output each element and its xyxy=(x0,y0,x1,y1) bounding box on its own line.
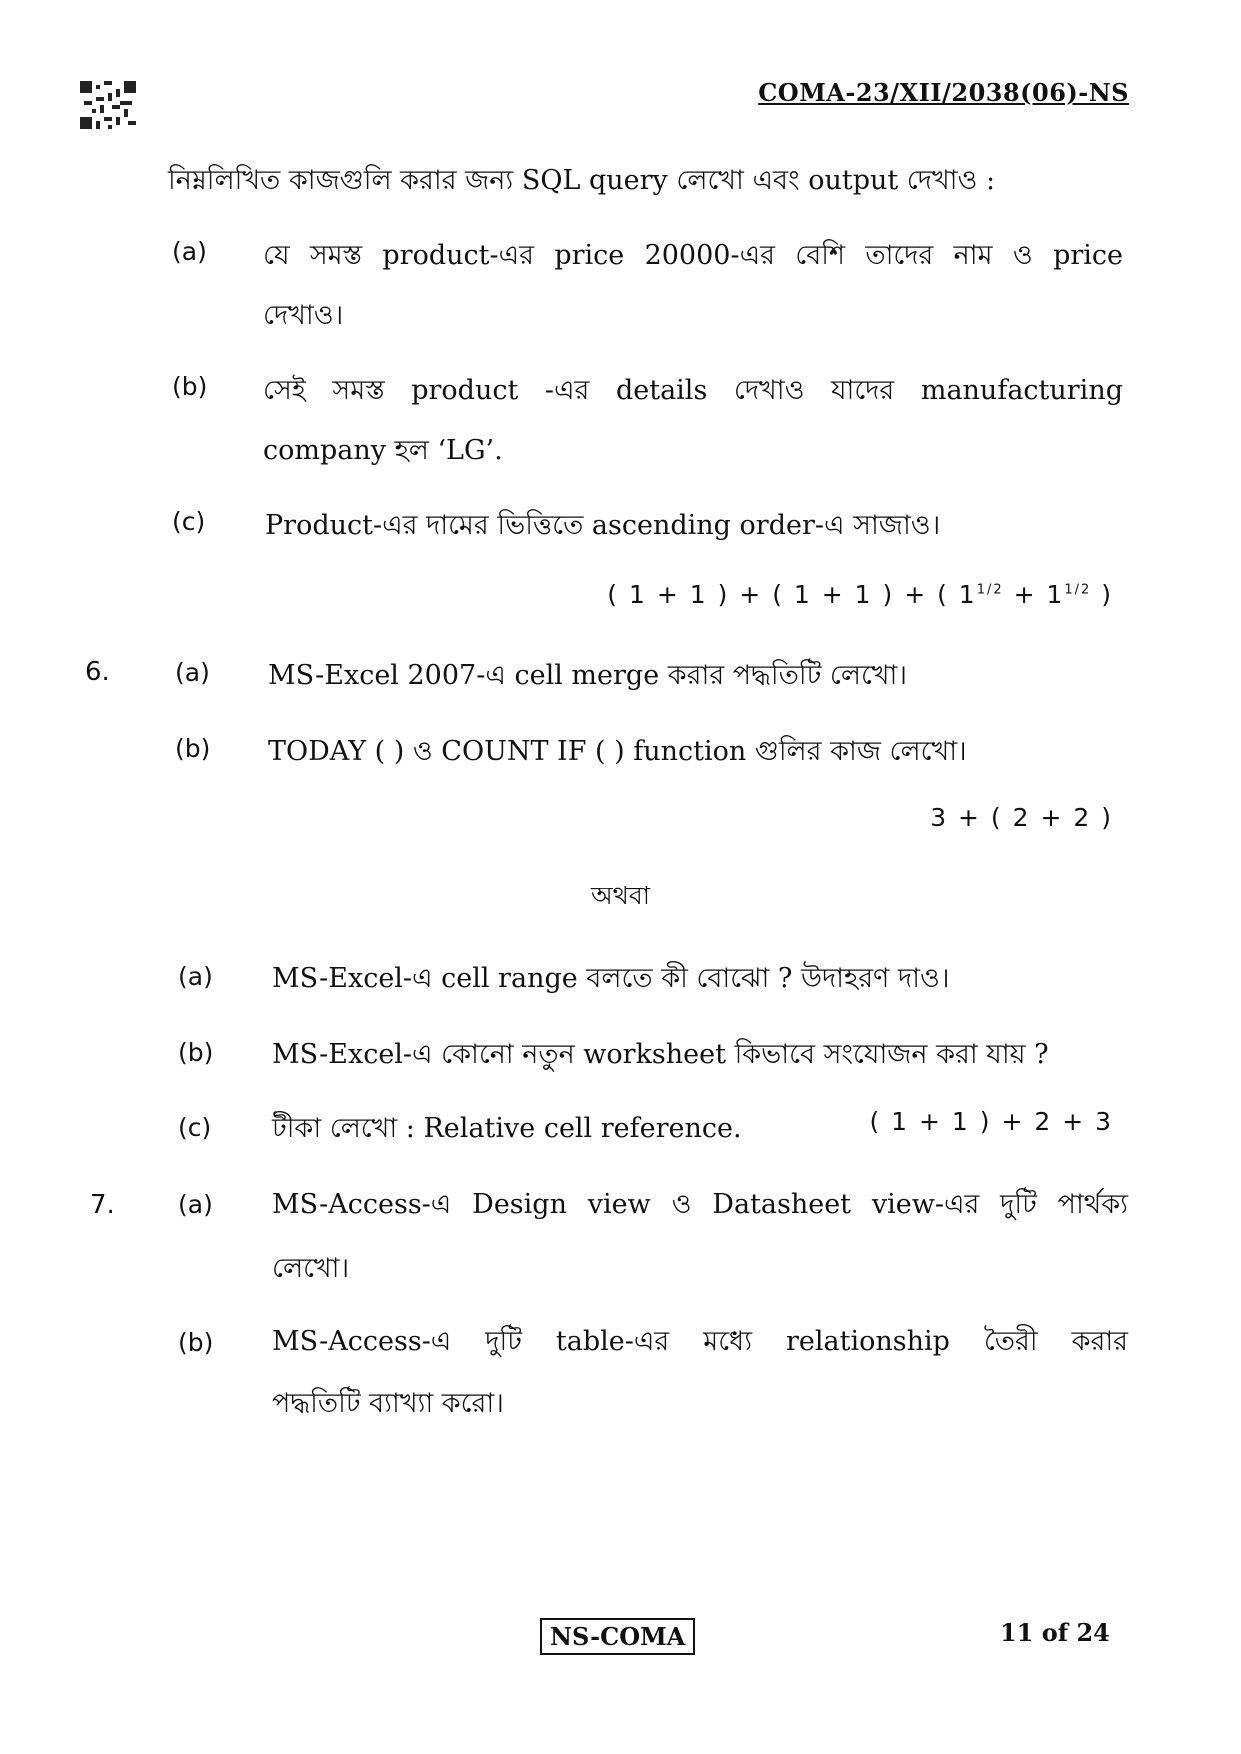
q6b-text: TODAY ( ) ও COUNT IF ( ) function গুলির কাজ লেখো। xyxy=(268,736,967,767)
q7a-text-line1: MS-Access-এ Design view ও Datasheet view-এর দুটি পার্থক্য xyxy=(272,1189,1128,1220)
q7-number: 7. xyxy=(90,1190,115,1220)
q5-marks: ( 1 + 1 ) + ( 1 + 1 ) + ( $1^{1/2} + 1^{1/2}$ ) xyxy=(607,580,1113,609)
q5c-label: (c) xyxy=(172,507,206,536)
q5-instruction: নিম্নলিখিত কাজগুলি করার জন্য SQL query লেখো এবং output দেখাও : xyxy=(168,165,996,196)
q5a-text-line2: দেখাও। xyxy=(263,300,344,331)
or-divider: অথবা xyxy=(590,881,650,910)
q5b-label: (b) xyxy=(172,372,208,401)
q7b-text-line2: পদ্ধতিটি ব্যাখ্যা করো। xyxy=(272,1388,504,1419)
paper-code: COMA-23/XII/2038(06)-NS xyxy=(758,78,1129,107)
q6a-label: (a) xyxy=(175,658,210,687)
q7a-label: (a) xyxy=(178,1190,213,1219)
q5b-text-line1: সেই সমস্ত product -এর details দেখাও যাদের manufacturing xyxy=(263,375,1123,406)
q6b-label: (b) xyxy=(175,734,211,763)
q7a-text-line2: লেখো। xyxy=(272,1253,350,1284)
q5c-text: Product-এর দামের ভিত্তিতে ascending order-এ সাজাও। xyxy=(265,510,941,541)
q5a-text-line1: যে সমস্ত product-এর price 20000-এর বেশি তাদের নাম ও price xyxy=(263,240,1123,271)
q7b-text-line1: MS-Access-এ দুটি table-এর মধ্যে relationship তৈরী করার xyxy=(272,1326,1128,1357)
footer-code-box: NS-COMA xyxy=(540,1618,695,1655)
q6-alt-c-text: টীকা লেখো : Relative cell reference. xyxy=(272,1113,742,1144)
q7b-label: (b) xyxy=(178,1328,214,1357)
q6-alt-b-text: MS-Excel-এ কোনো নতুন worksheet কিভাবে সংযোজন করা যায় ? xyxy=(272,1039,1049,1070)
q6-marks: 3 + ( 2 + 2 ) xyxy=(930,803,1113,832)
page-number: 11 of 24 xyxy=(1000,1618,1110,1647)
q6-alt-a-text: MS-Excel-এ cell range বলতে কী বোঝো ? উদাহরণ দাও। xyxy=(272,963,950,994)
q6a-text: MS-Excel 2007-এ cell merge করার পদ্ধতিটি লেখো। xyxy=(268,660,908,691)
q6-alt-c-label: (c) xyxy=(178,1113,212,1142)
q6-number: 6. xyxy=(85,657,110,687)
q5b-text-line2: company হল ‘LG’. xyxy=(263,435,503,466)
q5a-label: (a) xyxy=(172,237,207,266)
q6-alt-b-label: (b) xyxy=(178,1038,214,1067)
qr-code-icon xyxy=(80,80,136,130)
q6-alt-marks: ( 1 + 1 ) + 2 + 3 xyxy=(869,1107,1113,1136)
q6-alt-a-label: (a) xyxy=(178,962,213,991)
